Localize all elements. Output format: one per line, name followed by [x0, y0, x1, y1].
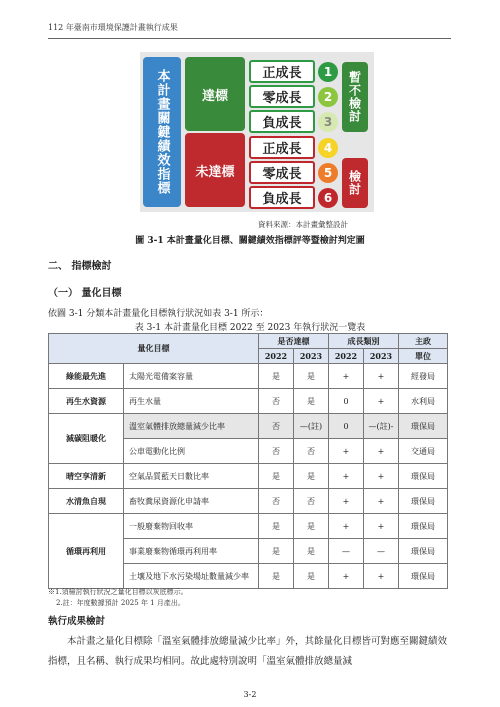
review-box: 檢討 — [342, 158, 368, 208]
growth-2023: + — [364, 489, 399, 514]
item-cell: 公車電動化比例 — [124, 439, 259, 464]
kpi-diagram — [140, 52, 374, 212]
number-circle-2: 2 — [318, 87, 338, 107]
targets-table — [48, 333, 448, 589]
table-row — [49, 464, 448, 489]
table-row — [49, 514, 448, 539]
number-circle-5: 5 — [318, 163, 338, 183]
header-year: 2022 — [259, 349, 294, 364]
growth-2022: + — [329, 364, 364, 389]
growth-2022: + — [329, 464, 364, 489]
header-growth: 成長類別 — [329, 334, 399, 349]
header-met: 是否達標 — [259, 334, 329, 349]
agency-cell: 環保局 — [399, 414, 448, 439]
growth-2022: — — [329, 539, 364, 564]
item-cell: 空氣品質藍天日數比率 — [124, 464, 259, 489]
agency-cell: 環保局 — [399, 464, 448, 489]
results-heading: 執行成果檢討 — [48, 616, 106, 627]
category-cell: 綠能最先進 — [49, 364, 124, 389]
growth-2022: + — [329, 489, 364, 514]
growth-2023: + — [364, 464, 399, 489]
category-cell: 再生水資源 — [49, 389, 124, 414]
table-note-2: 2.註：年度數據預計 2025 年 1 月產出。 — [56, 599, 185, 607]
agency-cell: 經發局 — [399, 364, 448, 389]
body-paragraph: 本計畫之量化目標除「溫室氣體排放總量減少比率」外，其餘量化目標皆可對應至關鍵績效指標，且名稱、執行成果均相同。故此處特別說明「溫室氣體排放總量減 — [48, 636, 448, 667]
met-2022: 否 — [259, 489, 294, 514]
agency-cell: 環保局 — [399, 564, 448, 589]
growth-2023: + — [364, 564, 399, 589]
met-2023: 是 — [294, 464, 329, 489]
source-note: 資料來源：本計畫彙整設計 — [258, 220, 348, 229]
number-circle-4: 4 — [318, 138, 338, 158]
growth-label-5: 零成長 — [249, 161, 315, 184]
not-achieved-box: 未達標 — [185, 133, 245, 207]
figure-caption: 圖 3-1 本計畫量化目標、關鍵績效指標評等暨檢討判定圖 — [135, 236, 365, 246]
section-heading: 二、 指標檢討 — [48, 261, 112, 272]
growth-2023: + — [364, 364, 399, 389]
growth-label-2: 零成長 — [249, 85, 315, 108]
met-2022: 是 — [259, 564, 294, 589]
table-row — [49, 364, 448, 389]
subsection-heading: （一） 量化目標 — [48, 288, 122, 299]
agency-cell: 環保局 — [399, 539, 448, 564]
item-cell: 溫室氣體排放總量減少比率 — [124, 414, 259, 439]
growth-2023: + — [364, 389, 399, 414]
item-cell: 畜牧糞尿資源化申請率 — [124, 489, 259, 514]
number-circle-3: 3 — [318, 112, 338, 132]
item-cell: 一般廢棄物回收率 — [124, 514, 259, 539]
item-cell: 土壤及地下水污染場址數量減少率 — [124, 564, 259, 589]
met-2022: 是 — [259, 539, 294, 564]
number-circle-6: 6 — [318, 188, 338, 208]
page-number: 3-2 — [243, 690, 257, 699]
category-cell: 晴空享清新 — [49, 464, 124, 489]
met-2023: 是 — [294, 539, 329, 564]
number-circle-1: 1 — [318, 62, 338, 82]
item-cell: 事業廢棄物循環再利用率 — [124, 539, 259, 564]
growth-label-6: 負成長 — [249, 186, 315, 209]
category-cell: 水清魚自現 — [49, 489, 124, 514]
kpi-label-box: 本計畫關鍵績效指標 — [143, 57, 181, 207]
growth-label-4: 正成長 — [249, 136, 315, 159]
growth-label-3: 負成長 — [249, 110, 315, 133]
growth-2022: + — [329, 439, 364, 464]
running-header: 112 年臺南市環境保護計畫執行成果 — [48, 23, 178, 32]
no-review-box: 暫不檢討 — [342, 62, 368, 132]
header-year: 2023 — [364, 349, 399, 364]
table-caption: 表 3-1 本計畫量化目標 2022 至 2023 年執行狀況一覽表 — [134, 323, 366, 333]
growth-label-1: 正成長 — [249, 60, 315, 83]
header-divider — [48, 38, 451, 39]
header-target: 量化目標 — [49, 334, 259, 364]
growth-2023: — — [364, 539, 399, 564]
header-year: 2023 — [294, 349, 329, 364]
growth-2022: 0 — [329, 414, 364, 439]
item-cell: 太陽光電備案容量 — [124, 364, 259, 389]
header-year: 2022 — [329, 349, 364, 364]
met-2023: 是 — [294, 564, 329, 589]
met-2022: 是 — [259, 464, 294, 489]
met-2023: 否 — [294, 439, 329, 464]
agency-cell: 水利局 — [399, 389, 448, 414]
achieved-box: 達標 — [185, 57, 245, 131]
intro-text: 依圖 3-1 分類本計畫量化目標執行狀況如表 3-1 所示： — [48, 309, 269, 319]
growth-2022: 0 — [329, 389, 364, 414]
table-row — [49, 414, 448, 439]
table-row — [49, 389, 448, 414]
met-2023: 是 — [294, 514, 329, 539]
header-unit: 單位 — [399, 349, 448, 364]
growth-2023: —(註)- — [364, 414, 399, 439]
growth-2023: + — [364, 514, 399, 539]
growth-2022: + — [329, 564, 364, 589]
met-2022: 是 — [259, 514, 294, 539]
met-2023: 是 — [294, 389, 329, 414]
growth-2023: + — [364, 439, 399, 464]
item-cell: 再生水量 — [124, 389, 259, 414]
agency-cell: 環保局 — [399, 514, 448, 539]
category-cell: 循環再利用 — [49, 514, 124, 589]
table-note-1: ※1.須檢討執行狀況之量化目標以灰底標示。 — [48, 588, 188, 596]
table-row — [49, 489, 448, 514]
met-2022: 否 — [259, 439, 294, 464]
met-2022: 否 — [259, 414, 294, 439]
met-2022: 是 — [259, 364, 294, 389]
agency-cell: 交通局 — [399, 439, 448, 464]
met-2023: —(註) — [294, 414, 329, 439]
growth-2022: + — [329, 514, 364, 539]
met-2023: 否 — [294, 489, 329, 514]
agency-cell: 環保局 — [399, 489, 448, 514]
met-2022: 否 — [259, 389, 294, 414]
header-agency: 主政 — [399, 334, 448, 349]
category-cell: 減碳阻暖化 — [49, 414, 124, 464]
met-2023: 是 — [294, 364, 329, 389]
